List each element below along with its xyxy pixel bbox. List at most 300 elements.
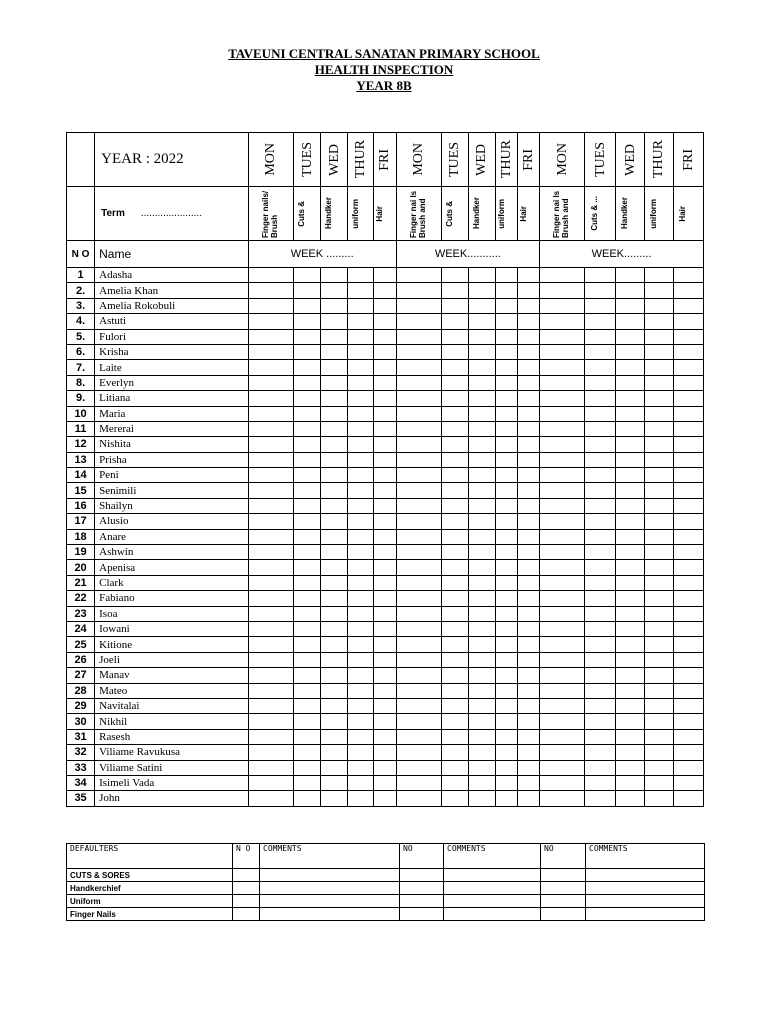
check-cell[interactable] <box>374 560 396 575</box>
check-cell[interactable] <box>468 591 495 606</box>
check-cell[interactable] <box>468 468 495 483</box>
check-cell[interactable] <box>468 668 495 683</box>
check-cell[interactable] <box>644 406 673 421</box>
check-cell[interactable] <box>321 729 348 744</box>
check-cell[interactable] <box>518 775 540 790</box>
check-cell[interactable] <box>321 529 348 544</box>
check-cell[interactable] <box>396 575 441 590</box>
check-cell[interactable] <box>248 683 293 698</box>
check-cell[interactable] <box>644 498 673 513</box>
check-cell[interactable] <box>248 575 293 590</box>
check-cell[interactable] <box>468 329 495 344</box>
check-cell[interactable] <box>348 560 374 575</box>
check-cell[interactable] <box>374 545 396 560</box>
check-cell[interactable] <box>644 514 673 529</box>
check-cell[interactable] <box>644 545 673 560</box>
check-cell[interactable] <box>585 637 616 652</box>
check-cell[interactable] <box>540 360 585 375</box>
check-cell[interactable] <box>495 668 517 683</box>
check-cell[interactable] <box>495 791 517 806</box>
check-cell[interactable] <box>540 283 585 298</box>
check-cell[interactable] <box>644 698 673 713</box>
check-cell[interactable] <box>374 529 396 544</box>
check-cell[interactable] <box>518 791 540 806</box>
check-cell[interactable] <box>518 668 540 683</box>
check-cell[interactable] <box>348 606 374 621</box>
check-cell[interactable] <box>585 406 616 421</box>
check-cell[interactable] <box>495 652 517 667</box>
check-cell[interactable] <box>348 668 374 683</box>
check-cell[interactable] <box>644 575 673 590</box>
check-cell[interactable] <box>644 314 673 329</box>
check-cell[interactable] <box>294 314 321 329</box>
check-cell[interactable] <box>374 283 396 298</box>
check-cell[interactable] <box>294 391 321 406</box>
check-cell[interactable] <box>294 468 321 483</box>
check-cell[interactable] <box>673 714 703 729</box>
check-cell[interactable] <box>518 421 540 436</box>
check-cell[interactable] <box>374 575 396 590</box>
check-cell[interactable] <box>673 344 703 359</box>
check-cell[interactable] <box>468 483 495 498</box>
check-cell[interactable] <box>585 698 616 713</box>
check-cell[interactable] <box>294 329 321 344</box>
check-cell[interactable] <box>248 468 293 483</box>
check-cell[interactable] <box>495 406 517 421</box>
entry-cell[interactable] <box>444 869 541 882</box>
check-cell[interactable] <box>468 298 495 313</box>
check-cell[interactable] <box>441 421 468 436</box>
check-cell[interactable] <box>495 514 517 529</box>
check-cell[interactable] <box>396 329 441 344</box>
check-cell[interactable] <box>248 775 293 790</box>
check-cell[interactable] <box>468 514 495 529</box>
check-cell[interactable] <box>248 483 293 498</box>
check-cell[interactable] <box>644 421 673 436</box>
check-cell[interactable] <box>294 298 321 313</box>
check-cell[interactable] <box>495 375 517 390</box>
entry-cell[interactable] <box>400 895 444 908</box>
check-cell[interactable] <box>374 591 396 606</box>
check-cell[interactable] <box>540 298 585 313</box>
check-cell[interactable] <box>616 575 644 590</box>
check-cell[interactable] <box>585 283 616 298</box>
check-cell[interactable] <box>374 698 396 713</box>
check-cell[interactable] <box>396 591 441 606</box>
check-cell[interactable] <box>248 560 293 575</box>
check-cell[interactable] <box>441 745 468 760</box>
check-cell[interactable] <box>348 745 374 760</box>
check-cell[interactable] <box>374 514 396 529</box>
check-cell[interactable] <box>374 268 396 283</box>
check-cell[interactable] <box>616 621 644 636</box>
check-cell[interactable] <box>540 498 585 513</box>
check-cell[interactable] <box>248 437 293 452</box>
check-cell[interactable] <box>495 498 517 513</box>
check-cell[interactable] <box>441 791 468 806</box>
entry-cell[interactable] <box>444 882 541 895</box>
check-cell[interactable] <box>396 652 441 667</box>
check-cell[interactable] <box>673 575 703 590</box>
check-cell[interactable] <box>396 760 441 775</box>
check-cell[interactable] <box>616 483 644 498</box>
check-cell[interactable] <box>673 298 703 313</box>
entry-cell[interactable] <box>444 908 541 921</box>
check-cell[interactable] <box>616 268 644 283</box>
check-cell[interactable] <box>396 421 441 436</box>
check-cell[interactable] <box>540 514 585 529</box>
check-cell[interactable] <box>374 791 396 806</box>
check-cell[interactable] <box>673 314 703 329</box>
check-cell[interactable] <box>673 560 703 575</box>
check-cell[interactable] <box>616 468 644 483</box>
check-cell[interactable] <box>396 621 441 636</box>
check-cell[interactable] <box>540 745 585 760</box>
check-cell[interactable] <box>374 468 396 483</box>
check-cell[interactable] <box>518 545 540 560</box>
check-cell[interactable] <box>518 729 540 744</box>
check-cell[interactable] <box>396 375 441 390</box>
check-cell[interactable] <box>348 468 374 483</box>
check-cell[interactable] <box>673 437 703 452</box>
check-cell[interactable] <box>248 452 293 467</box>
check-cell[interactable] <box>540 314 585 329</box>
check-cell[interactable] <box>374 437 396 452</box>
check-cell[interactable] <box>518 683 540 698</box>
check-cell[interactable] <box>348 437 374 452</box>
check-cell[interactable] <box>616 514 644 529</box>
check-cell[interactable] <box>396 606 441 621</box>
check-cell[interactable] <box>441 329 468 344</box>
check-cell[interactable] <box>348 268 374 283</box>
check-cell[interactable] <box>495 760 517 775</box>
check-cell[interactable] <box>348 637 374 652</box>
check-cell[interactable] <box>468 498 495 513</box>
check-cell[interactable] <box>644 760 673 775</box>
check-cell[interactable] <box>585 391 616 406</box>
check-cell[interactable] <box>441 683 468 698</box>
check-cell[interactable] <box>248 606 293 621</box>
check-cell[interactable] <box>321 360 348 375</box>
check-cell[interactable] <box>321 391 348 406</box>
check-cell[interactable] <box>321 314 348 329</box>
check-cell[interactable] <box>673 606 703 621</box>
check-cell[interactable] <box>396 668 441 683</box>
check-cell[interactable] <box>396 344 441 359</box>
check-cell[interactable] <box>540 391 585 406</box>
check-cell[interactable] <box>540 791 585 806</box>
check-cell[interactable] <box>644 283 673 298</box>
check-cell[interactable] <box>248 545 293 560</box>
check-cell[interactable] <box>585 360 616 375</box>
check-cell[interactable] <box>644 437 673 452</box>
check-cell[interactable] <box>374 683 396 698</box>
check-cell[interactable] <box>644 344 673 359</box>
check-cell[interactable] <box>495 529 517 544</box>
check-cell[interactable] <box>673 729 703 744</box>
check-cell[interactable] <box>248 360 293 375</box>
check-cell[interactable] <box>644 637 673 652</box>
check-cell[interactable] <box>374 775 396 790</box>
entry-cell[interactable] <box>260 895 400 908</box>
check-cell[interactable] <box>644 791 673 806</box>
check-cell[interactable] <box>518 391 540 406</box>
check-cell[interactable] <box>396 560 441 575</box>
check-cell[interactable] <box>468 760 495 775</box>
check-cell[interactable] <box>374 329 396 344</box>
check-cell[interactable] <box>673 268 703 283</box>
check-cell[interactable] <box>294 344 321 359</box>
check-cell[interactable] <box>468 529 495 544</box>
check-cell[interactable] <box>468 698 495 713</box>
check-cell[interactable] <box>348 421 374 436</box>
entry-cell[interactable] <box>541 882 586 895</box>
check-cell[interactable] <box>616 360 644 375</box>
check-cell[interactable] <box>540 591 585 606</box>
check-cell[interactable] <box>673 360 703 375</box>
check-cell[interactable] <box>396 498 441 513</box>
check-cell[interactable] <box>518 637 540 652</box>
check-cell[interactable] <box>673 391 703 406</box>
check-cell[interactable] <box>294 375 321 390</box>
check-cell[interactable] <box>396 314 441 329</box>
check-cell[interactable] <box>540 268 585 283</box>
check-cell[interactable] <box>468 421 495 436</box>
check-cell[interactable] <box>294 621 321 636</box>
check-cell[interactable] <box>616 437 644 452</box>
check-cell[interactable] <box>495 714 517 729</box>
check-cell[interactable] <box>321 668 348 683</box>
check-cell[interactable] <box>374 621 396 636</box>
check-cell[interactable] <box>441 375 468 390</box>
check-cell[interactable] <box>441 529 468 544</box>
check-cell[interactable] <box>616 729 644 744</box>
check-cell[interactable] <box>495 745 517 760</box>
check-cell[interactable] <box>294 652 321 667</box>
check-cell[interactable] <box>248 344 293 359</box>
check-cell[interactable] <box>348 575 374 590</box>
check-cell[interactable] <box>396 745 441 760</box>
check-cell[interactable] <box>294 714 321 729</box>
check-cell[interactable] <box>441 698 468 713</box>
check-cell[interactable] <box>518 606 540 621</box>
check-cell[interactable] <box>248 498 293 513</box>
check-cell[interactable] <box>321 560 348 575</box>
check-cell[interactable] <box>585 314 616 329</box>
check-cell[interactable] <box>248 714 293 729</box>
check-cell[interactable] <box>321 344 348 359</box>
entry-cell[interactable] <box>400 869 444 882</box>
check-cell[interactable] <box>495 468 517 483</box>
check-cell[interactable] <box>585 483 616 498</box>
check-cell[interactable] <box>495 283 517 298</box>
check-cell[interactable] <box>441 668 468 683</box>
check-cell[interactable] <box>468 791 495 806</box>
check-cell[interactable] <box>495 729 517 744</box>
check-cell[interactable] <box>248 514 293 529</box>
check-cell[interactable] <box>585 791 616 806</box>
check-cell[interactable] <box>248 760 293 775</box>
check-cell[interactable] <box>374 483 396 498</box>
check-cell[interactable] <box>585 575 616 590</box>
check-cell[interactable] <box>374 375 396 390</box>
check-cell[interactable] <box>585 606 616 621</box>
check-cell[interactable] <box>294 760 321 775</box>
check-cell[interactable] <box>248 329 293 344</box>
check-cell[interactable] <box>396 683 441 698</box>
check-cell[interactable] <box>441 498 468 513</box>
check-cell[interactable] <box>396 437 441 452</box>
check-cell[interactable] <box>673 452 703 467</box>
check-cell[interactable] <box>644 714 673 729</box>
check-cell[interactable] <box>294 683 321 698</box>
check-cell[interactable] <box>644 591 673 606</box>
check-cell[interactable] <box>248 298 293 313</box>
check-cell[interactable] <box>321 329 348 344</box>
check-cell[interactable] <box>294 668 321 683</box>
check-cell[interactable] <box>585 468 616 483</box>
check-cell[interactable] <box>616 375 644 390</box>
entry-cell[interactable] <box>586 882 705 895</box>
check-cell[interactable] <box>673 545 703 560</box>
check-cell[interactable] <box>441 483 468 498</box>
check-cell[interactable] <box>468 621 495 636</box>
check-cell[interactable] <box>294 514 321 529</box>
check-cell[interactable] <box>396 791 441 806</box>
check-cell[interactable] <box>673 468 703 483</box>
check-cell[interactable] <box>540 421 585 436</box>
entry-cell[interactable] <box>260 869 400 882</box>
check-cell[interactable] <box>321 514 348 529</box>
check-cell[interactable] <box>518 314 540 329</box>
check-cell[interactable] <box>495 298 517 313</box>
check-cell[interactable] <box>616 391 644 406</box>
check-cell[interactable] <box>321 591 348 606</box>
check-cell[interactable] <box>321 498 348 513</box>
check-cell[interactable] <box>585 621 616 636</box>
check-cell[interactable] <box>294 637 321 652</box>
check-cell[interactable] <box>616 283 644 298</box>
check-cell[interactable] <box>616 652 644 667</box>
check-cell[interactable] <box>441 760 468 775</box>
check-cell[interactable] <box>396 714 441 729</box>
check-cell[interactable] <box>644 729 673 744</box>
check-cell[interactable] <box>495 591 517 606</box>
check-cell[interactable] <box>441 360 468 375</box>
check-cell[interactable] <box>321 545 348 560</box>
check-cell[interactable] <box>468 344 495 359</box>
check-cell[interactable] <box>294 729 321 744</box>
check-cell[interactable] <box>441 391 468 406</box>
check-cell[interactable] <box>374 391 396 406</box>
check-cell[interactable] <box>374 452 396 467</box>
check-cell[interactable] <box>518 621 540 636</box>
check-cell[interactable] <box>673 483 703 498</box>
entry-cell[interactable] <box>260 882 400 895</box>
check-cell[interactable] <box>616 529 644 544</box>
check-cell[interactable] <box>644 668 673 683</box>
entry-cell[interactable] <box>541 869 586 882</box>
check-cell[interactable] <box>248 375 293 390</box>
check-cell[interactable] <box>644 483 673 498</box>
check-cell[interactable] <box>540 606 585 621</box>
check-cell[interactable] <box>468 545 495 560</box>
check-cell[interactable] <box>468 652 495 667</box>
check-cell[interactable] <box>396 298 441 313</box>
check-cell[interactable] <box>396 391 441 406</box>
check-cell[interactable] <box>348 729 374 744</box>
check-cell[interactable] <box>321 483 348 498</box>
check-cell[interactable] <box>518 529 540 544</box>
check-cell[interactable] <box>585 652 616 667</box>
check-cell[interactable] <box>441 406 468 421</box>
check-cell[interactable] <box>374 760 396 775</box>
check-cell[interactable] <box>294 529 321 544</box>
check-cell[interactable] <box>616 683 644 698</box>
check-cell[interactable] <box>518 437 540 452</box>
check-cell[interactable] <box>616 698 644 713</box>
check-cell[interactable] <box>644 652 673 667</box>
check-cell[interactable] <box>495 268 517 283</box>
check-cell[interactable] <box>644 468 673 483</box>
check-cell[interactable] <box>321 652 348 667</box>
check-cell[interactable] <box>248 668 293 683</box>
entry-cell[interactable] <box>541 908 586 921</box>
check-cell[interactable] <box>540 729 585 744</box>
check-cell[interactable] <box>585 760 616 775</box>
check-cell[interactable] <box>673 421 703 436</box>
check-cell[interactable] <box>585 375 616 390</box>
check-cell[interactable] <box>348 698 374 713</box>
check-cell[interactable] <box>468 560 495 575</box>
check-cell[interactable] <box>585 452 616 467</box>
check-cell[interactable] <box>294 791 321 806</box>
check-cell[interactable] <box>374 298 396 313</box>
check-cell[interactable] <box>294 745 321 760</box>
check-cell[interactable] <box>441 283 468 298</box>
check-cell[interactable] <box>468 683 495 698</box>
check-cell[interactable] <box>294 452 321 467</box>
check-cell[interactable] <box>321 452 348 467</box>
check-cell[interactable] <box>248 791 293 806</box>
check-cell[interactable] <box>518 375 540 390</box>
check-cell[interactable] <box>540 637 585 652</box>
check-cell[interactable] <box>374 360 396 375</box>
check-cell[interactable] <box>396 483 441 498</box>
check-cell[interactable] <box>321 421 348 436</box>
check-cell[interactable] <box>396 775 441 790</box>
check-cell[interactable] <box>248 391 293 406</box>
check-cell[interactable] <box>348 621 374 636</box>
check-cell[interactable] <box>248 745 293 760</box>
check-cell[interactable] <box>294 545 321 560</box>
check-cell[interactable] <box>616 637 644 652</box>
check-cell[interactable] <box>468 268 495 283</box>
check-cell[interactable] <box>616 760 644 775</box>
check-cell[interactable] <box>348 714 374 729</box>
check-cell[interactable] <box>468 729 495 744</box>
check-cell[interactable] <box>673 591 703 606</box>
check-cell[interactable] <box>294 268 321 283</box>
check-cell[interactable] <box>495 344 517 359</box>
check-cell[interactable] <box>396 283 441 298</box>
check-cell[interactable] <box>495 560 517 575</box>
check-cell[interactable] <box>540 714 585 729</box>
check-cell[interactable] <box>294 560 321 575</box>
check-cell[interactable] <box>321 268 348 283</box>
check-cell[interactable] <box>673 745 703 760</box>
check-cell[interactable] <box>540 760 585 775</box>
